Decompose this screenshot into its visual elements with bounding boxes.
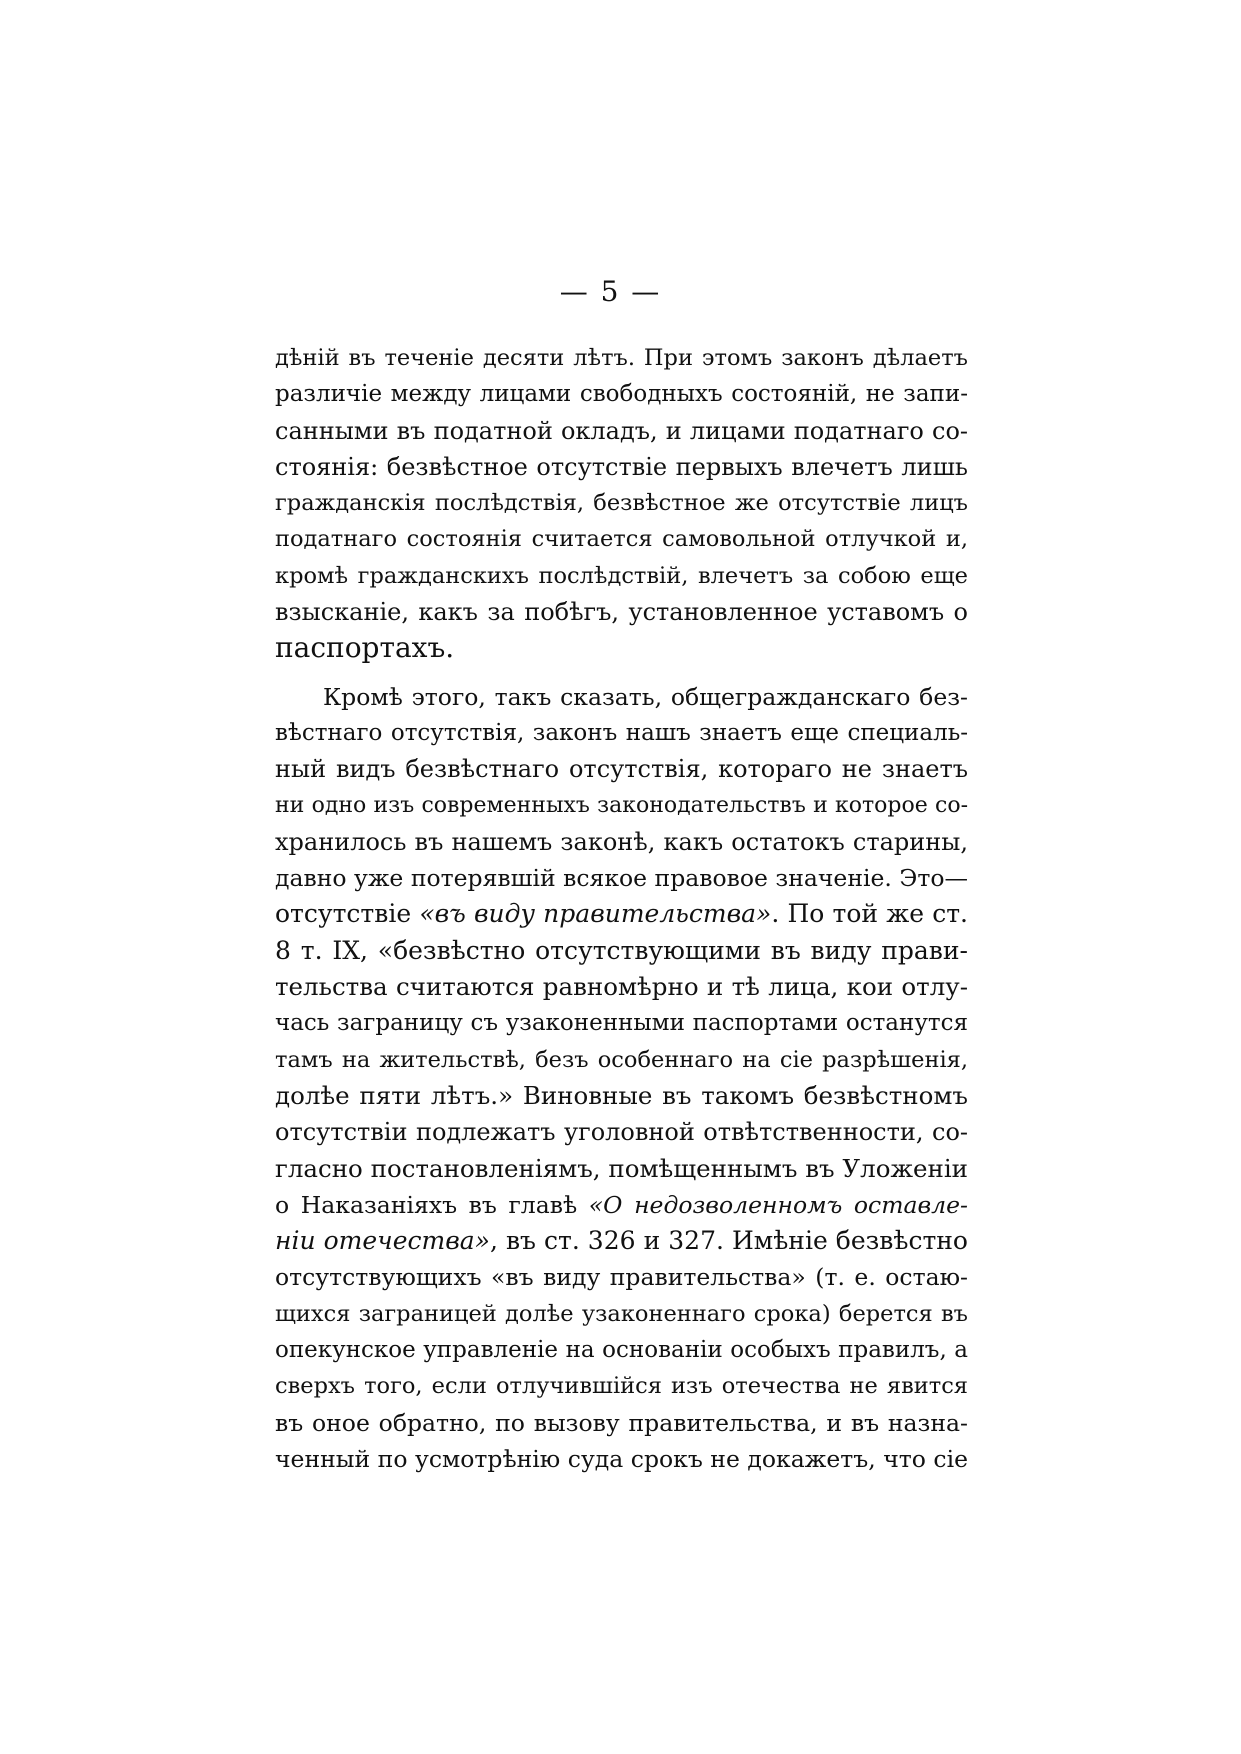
text-line: хранилось въ нашемъ законѣ, какъ остатокъ старины, xyxy=(275,827,968,856)
page-number: — 5 — xyxy=(559,275,662,308)
text-line: щихся заграницей долѣе узаконеннаго срока) берется въ xyxy=(275,1300,968,1327)
italic-phrase: «О недозволенномъ оставле- xyxy=(588,1190,968,1219)
text-line: тельства считаются равномѣрно и тѣ лица, кои отлу- xyxy=(275,972,968,1002)
text-line: ный видъ безвѣстнаго отсутствія, котораго не знаетъ xyxy=(275,755,968,784)
text-line: паспортахъ. xyxy=(275,631,455,665)
text-line: долѣе пяти лѣтъ.» Виновные въ такомъ безвѣстномъ xyxy=(275,1080,968,1110)
text-line xyxy=(275,1223,968,1259)
text-line: податнаго состоянія считается самовольной отлучкой и, xyxy=(275,526,968,553)
text-run: . По той же ст. xyxy=(771,899,968,929)
text-line: санными въ податной окладъ, и лицами податнаго со- xyxy=(275,416,968,445)
text-line: различіе между лицами свободныхъ состояній, не запи- xyxy=(275,381,968,408)
text-line: вѣстнаго отсутствія, законъ нашъ знаетъ еще специаль- xyxy=(275,719,968,746)
text-line: стоянія: безвѣстное отсутствіе первыхъ влечетъ лишь xyxy=(275,452,968,481)
text-line: тамъ на жительствѣ, безъ особеннаго на сіе разрѣшенія, xyxy=(275,1046,968,1073)
text-line xyxy=(275,1187,968,1223)
text-line: сверхъ того, если отлучившійся изъ отечества не явится xyxy=(275,1373,968,1400)
italic-phrase: «въ виду правительства» xyxy=(419,899,772,929)
text-line: кромѣ гражданскихъ послѣдствій, влечетъ за собою еще xyxy=(275,562,968,589)
paragraph-2 xyxy=(275,679,968,1478)
text-line: ченный по усмотрѣнію суда срокъ не докажетъ, что сіе xyxy=(275,1444,968,1473)
text-line: опекунское управленіе на основаніи особыхъ правилъ, а xyxy=(275,1337,968,1364)
body-text xyxy=(275,340,968,1477)
text-line: отсутствіи подлежатъ уголовной отвѣтственности, со- xyxy=(275,1118,968,1147)
text-line: Кромѣ этого, такъ сказать, общегражданскаго без- xyxy=(323,682,968,711)
text-line: гласно постановленіямъ, помѣщеннымъ въ Уложеніи xyxy=(275,1153,968,1183)
text-run: о Наказаніяхъ въ главѣ xyxy=(275,1190,589,1219)
text-line xyxy=(275,896,968,932)
text-line: отсутствующихъ «въ виду правительства» (т. е. остаю- xyxy=(275,1263,968,1292)
text-run: , въ ст. 326 и 327. Имѣніе безвѣстно xyxy=(489,1226,968,1256)
paragraph-1 xyxy=(275,340,968,667)
text-run: отсутствіе xyxy=(275,899,420,929)
text-line: дѣній въ теченіе десяти лѣтъ. При этомъ законъ дѣлаетъ xyxy=(275,345,968,371)
text-line: взысканіе, какъ за побѣгъ, установленное уставомъ о xyxy=(275,598,968,627)
text-line: чась заграницу съ узаконенными паспортами останутся xyxy=(275,1010,968,1037)
text-line: 8 т. IX, «безвѣстно отсутствующими въ виду прави- xyxy=(275,935,968,965)
text-line: въ оное обратно, по вызову правительства, и въ назна- xyxy=(275,1408,968,1437)
text-line: давно уже потерявшій всякое правовое значеніе. Это— xyxy=(275,864,968,893)
italic-phrase: ніи отечества» xyxy=(275,1226,490,1256)
text-line: ни одно изъ современныхъ законодательствъ и которое со- xyxy=(275,792,968,818)
text-line: гражданскія послѣдствія, безвѣстное же отсутствіе лицъ xyxy=(275,490,968,517)
